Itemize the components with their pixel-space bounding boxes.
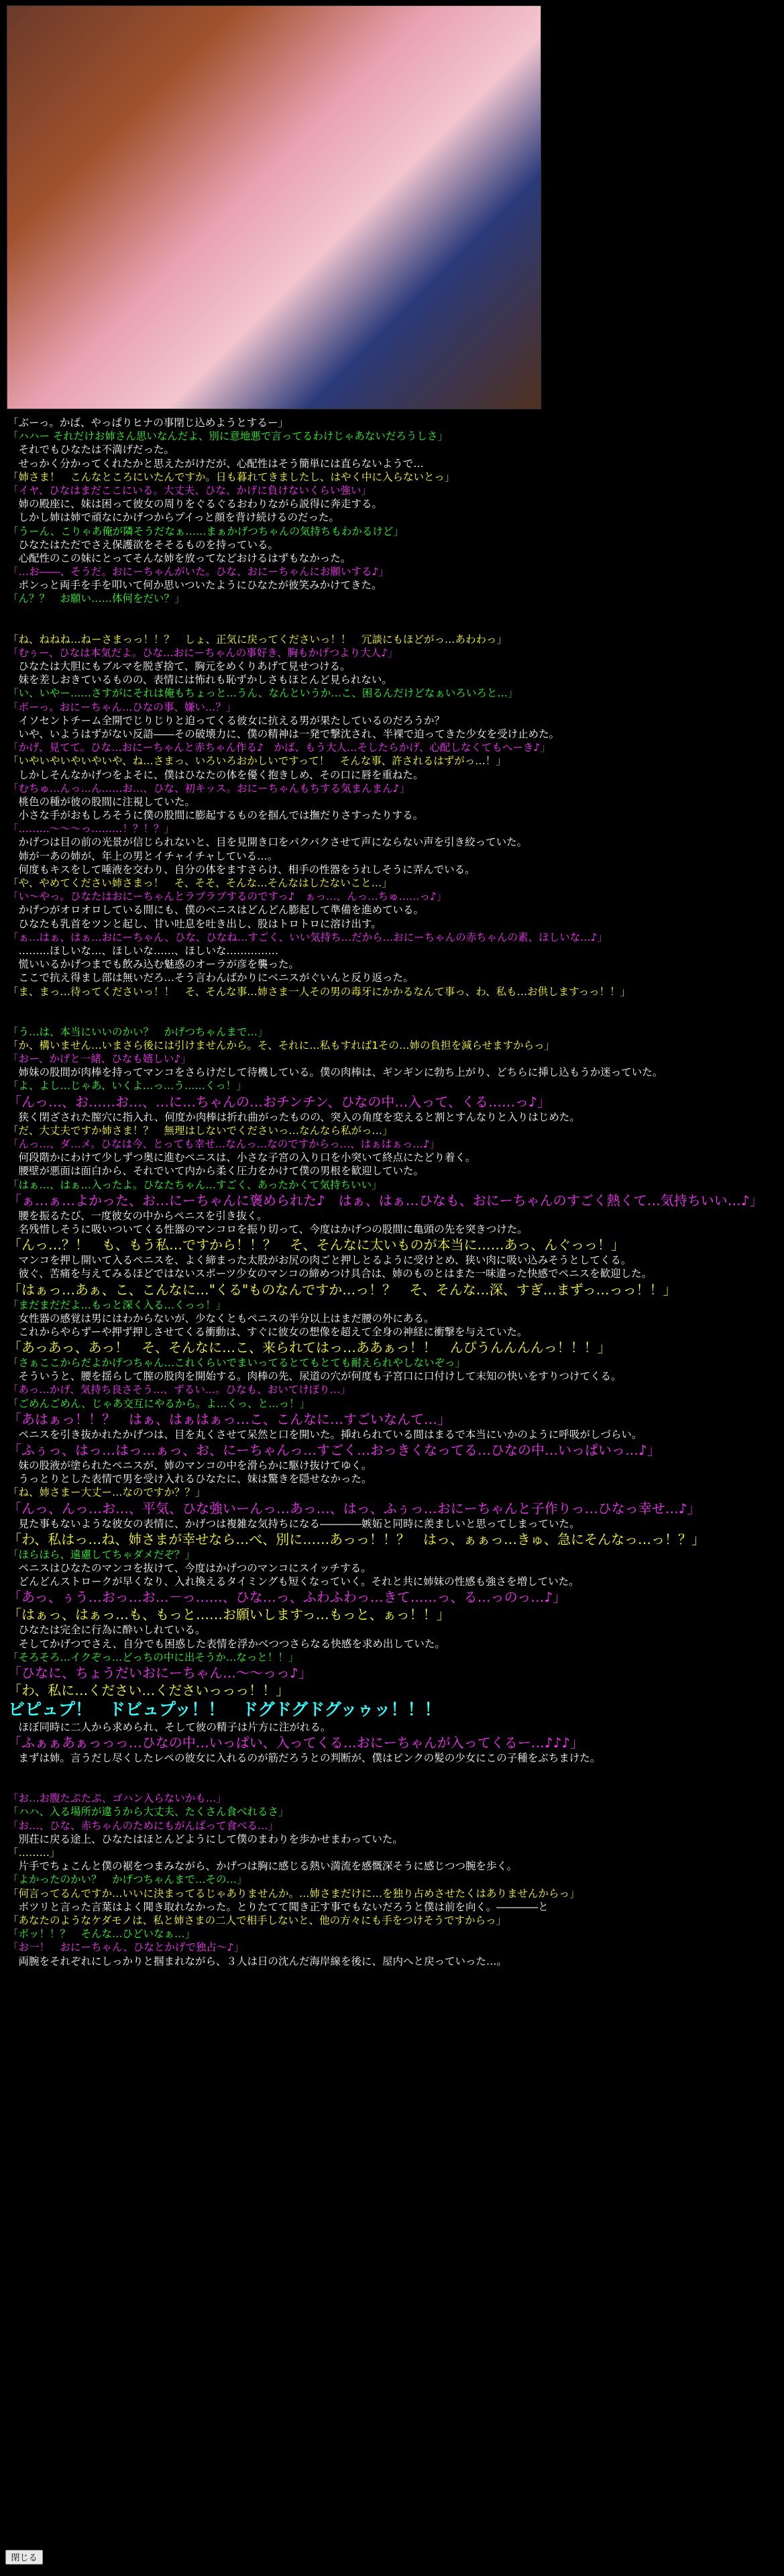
narration-line: 片手でちょこんと僕の裾をつまみながら、かげつは胸に感じる熱い満流を感慨深そうに感じつつ腕を歩く。 [8,1860,518,1873]
narration-line: 姉の殿座に、妹は困って彼女の周りをぐるぐるおわりながら説得に奔走する。 [8,498,383,511]
dialogue-line: 「いやいやいやいやいや、ね…さまっ、いろいろおかしいですって！ そんな事、許されるはずがっ…！」 [8,755,506,768]
narration-line: 狭く閉ざされた膣穴に指入れ、何度か肉棒は折れ曲がったものの、突入の角度を変えると割とすんなりと入りはじめた。 [8,1111,580,1123]
narration-line: まずは姉。言うだし尽くしたレペの彼女に入れるのが筋だろうとの判断が、僕はピンクの髪の少女にこの子種をぶちまけた。 [8,1752,601,1765]
narration-line: かげつは目の前の光景が信じられないと、目を見開き口をパクパクさせて声にならない声を引き絞っていた。 [8,836,528,849]
dialogue-line: 「さぁここからだよかげつちゃん…これくらいでまいってるとてもとても耐えられやしないぞっ」 [8,1357,466,1370]
narration-line: ………ほしいな…、ほしいな……、ほしいな…………… [8,944,279,957]
dialogue-line: 「ふぁぁあぁっっっ…ひなの中…いっぱい、入ってくる…おにーちゃんが入ってくるー…♪♪♪」 [8,1735,584,1751]
dialogue-line: 「はぁっ…あぁ、こ、こんなに…"くる"ものなんですか…っ！？ そ、そんな…深、すぎ…まずっ…っっ！！」 [8,1281,677,1298]
dialogue-line: 「むちゅ…んっ…ん……お…、ひな、初キッス。おにーちゃんもちする気まんまん♪」 [8,782,410,794]
story-text [8,416,773,1968]
narration-line: これからやらずーや押ず押しさせてくる衝動は、すぐに彼女の想像を超えて全身の神経に衝撃を与えていた。 [8,1325,528,1338]
narration-line: ひなたは大胆にもブルマを脱ぎ捨て、胸元をめくりあげて見せつける。 [8,660,351,672]
dialogue-line: 「ごめんごめん、じゃあ交互にやるから。よ…くっ、と…っ！」 [8,1397,311,1410]
event-cg-image [7,5,541,409]
narration-line: ペニスはひなたのマンコを抜けて、今度はかげつのマンコにスイッチする。 [8,1561,372,1574]
narration-line: 小さな手がおもしろそうに僕の股間に膨起するものを掴んでは撫だりさすったりする。 [8,809,424,822]
dialogue-line: 「あっ、ぅう…おっ…お…－っ……、ひな…っ、ふわふわっ…きて……っ、る…っのっ…♪」 [8,1589,567,1606]
narration-line: ボツリと言った言葉はよく聞き取れなかった。とりたてて聞き正す事でもないだろうと僕は前を向く。――――と [8,1900,549,1913]
dialogue-line: 「ま、まっ…待ってくださいっ！！ そ、そんな事…姉さま一人その男の毒牙にかかるなんて事っ、わ、私も…お供しますっっ！！」 [8,985,631,998]
dialogue-line: 「おー、かげと一緒、ひなも嬉しい♪」 [8,1053,191,1066]
dialogue-line: 「そろそろ…イクぞっ…どっちの中に出そうか…なっと！！」 [8,1651,299,1663]
narration-line: 慌いいるかげつまでも飲み込む魅惑のオーラが彦を襲った。 [8,958,300,971]
dialogue-line: 「はぁっ、はぁっ…も、もっと……お願いしますっ…もっと、ぁっ！！」 [8,1606,450,1623]
narration-line: 腰壁が悪面は面白から、それでいて内から柔く圧力をかけて僕の男根を歓迎していた。 [8,1165,425,1178]
narration-line: マンコを押し開いて入るペニスを、よく締まった太股がお尻の肉ごと押しとるように受けとめ、狭い肉に吸い込みそうとしてくる。 [8,1254,632,1267]
dialogue-line: 「あなたのようなケダモノは、私と姉さまの二人で相手しないと、他の方々にも手をつけそうですからっ」 [8,1914,507,1926]
dialogue-line: 「ぁ…ぁ…よかった、お…にーちゃんに褒められた♪ はぁ、はぁ…ひなも、おにーちゃんのすごく熱くて…気持ちいい…♪」 [8,1192,763,1208]
narration-line: 心配性のこの妹にとってそんな姉を放ってなどおけるはずもなかった。 [8,552,351,564]
narration-line: ひなたも乳首をツンと起し、甘い吐息を吐き出し、股はトロトロに溶け出す。 [8,917,382,930]
dialogue-line: 「うーん、こりゃあ俺が隣そうだなぁ……まぁかげつちゃんの気持ちもわかるけど」 [8,525,404,537]
dialogue-line: 「姉さま！ こんなところにいたんですか。日も暮れてきましたし、はやく中に入らないとっ」 [8,470,455,483]
narration-line: 見た事もないような彼女の表情に、かげつは複雑な気持ちになる――――嫉妬と同時に羨ましいと思ってしまっていた。 [8,1517,580,1530]
narration-line: 何段階かにわけて少しずつ奥に進むペニスは、小さな子宮の入り口を小突いて終点にたどり着く。 [8,1151,476,1164]
dialogue-line: 「う…は、本当にいいのかい？ かげつちゃんまで…」 [8,1025,268,1038]
dialogue-line: 「か、構いません…いまさら後には引けませんから。そ、それに…私もすれば1その…姉の負担を減らせますからっ」 [8,1039,555,1051]
narration-line: ポンっと両手を手を叩いて何か思いついたようにひなたが彼笑みかけてきた。 [8,579,382,592]
dialogue-line: 「ね、姉さまー大丈ー…なのですか？？」 [8,1486,206,1499]
dialogue-line: 「イヤ、ひなはまだここにいる。大丈夫、ひな、かげに負けないくらい強い」 [8,484,372,497]
narration-line: ひなたは完全に行為に酔いしれている。 [8,1624,206,1637]
dialogue-line: 「ん？？ お願い……体何をだい？」 [8,593,185,605]
dialogue-line: 「だ、大丈夫ですか姉さま！？ 無理はしないでくださいっ…なんなら私がっ…」 [8,1124,393,1137]
dialogue-line: 「まだまだだよ…もっと深く入る…くっっ！」 [8,1298,227,1311]
narration-line: せっかく分かってくれたかと思えたがけだが、心配性はそう簡単には直らないようで… [8,457,424,470]
dialogue-line: 「んっ、んっ…お…、平気、ひな強いーんっ…あっ…、はっ、ふぅっ…おにーちゃんと子作りっ…ひなっ幸せ…♪」 [8,1500,701,1516]
narration-line: ひなたはただでさえ保護欲をそそるものを持っている。 [8,538,279,551]
dialogue-line: 「お一！ おにーちゃん、ひなとかげで独占〜♪」 [8,1941,244,1954]
narration-line: 腰を振るたび、一度彼女の中からペニスを引き抜く。 [8,1209,268,1222]
dialogue-line: 「かげ、見てて。ひな…おにーちゃんと赤ちゃん作る♪ かば、もう大人…そしたらかげ、心配しなくてもへーき♪」 [8,741,551,754]
narration-line: ほぼ同時に二人から求められ、そして彼の精子は片方に注がれる。 [8,1720,331,1733]
narration-line: イソセントチーム全開でじりじりと迫ってくる彼女に抗える男が果たしているのだろうか？ [8,714,445,727]
dialogue-line: 「や、やめてください姉さまっ！ そ、そそ、そんな…そんなはしたないこと…」 [8,877,392,889]
section-gap [8,998,773,1025]
dialogue-line: 「ほらほら、遠慮してちゃダメだぞ？」 [8,1548,196,1561]
dialogue-line: 「ふぅっ、はっ…はっ…ぁっ、お、にーちゃんっ…すごく…おっきくなってる…ひなの中…いっぱいっ…♪」 [8,1442,661,1458]
dialogue-line: 「よかったのかい？ かげつちゃんまで…その…」 [8,1873,247,1886]
dialogue-line: 「い〜やっ。ひなたはおにーちゃんとラブラブするのですっ♪ ぁっ…、んっ…ちゅ……っ♪」 [8,890,447,903]
dialogue-line: ビピュプ！ ドビュプッ！！ ドグドグドグッゥッ！！！ [8,1699,441,1719]
dialogue-line: 「あっ…かげ、気持ち良さそう…、ずるい…。ひなも、おいてけぼり…」 [8,1384,351,1396]
narration-line: かげつがオロオロしている間にも、僕のベニスはどんどん膨起して準備を進めている。 [8,904,425,917]
narration-line: しかしそんなかげつをよそに、僕はひなたの体を優く抱きしめ、その口に唇を重ねた。 [8,768,424,781]
dialogue-line: 「あはぁっ！！？ はぁ、はぁはぁっ…こ、こんなに…すごいなんて…」 [8,1410,451,1427]
dialogue-line: 「お…お腹たぷたぷ、ゴハン入らないかも…」 [8,1792,227,1805]
dialogue-line: 「………」 [8,1847,60,1859]
narration-line: 姉妹の股間が肉棒を持ってマンコをさらけだして待機している。僕の肉棒は、ギンギンに勃ち上がり、どちらに挿し込もうか迷っていた。 [8,1066,663,1079]
dialogue-line: 「はぁ…、はぁ…入ったよ。ひなたちゃん…すごく、あったかくて気持ちいい」 [8,1178,382,1191]
narration-line: 彼ぐ、苦痛を与えてみるほどではないスポーツ少女のマンコの締めつけ具合は、姉のものとはまた一味違った快感でペニスを歓迎した。 [8,1268,653,1280]
narration-line: うっとりとした表情で男を受け入れるひなたに、妹は驚きを隠せなかった。 [8,1473,372,1486]
narration-line: いや、いようはずがない反語――その破壊力に、僕の精神は一発で撃沈され、半裸で迫ってきた少女を受け止めた。 [8,727,560,740]
dialogue-line: 「わ、私はっ…ね、姉さまが幸せなら…べ、別に……あっっ！！？ はっ、ぁぁっ…きゅ、急にそんなっ…っ！？」 [8,1531,705,1547]
dialogue-line: 「い、いやー……さすがにそれは俺もちょっと…うん、なんというか…こ、困るんだけどなぁいろいろと…」 [8,687,518,700]
dialogue-line: 「んっ…？！ も、もう私…ですから！！？ そ、そんなに太いものが本当に……あっ、んぐっっ！」 [8,1237,624,1253]
narration-line: それでもひなたは不満げだった。 [8,444,175,456]
narration-line: 妹の股液が塗られたペニスが、姉のマンコの中を滑らかに駆け抜けてゆく。 [8,1459,372,1472]
narration-line: 名残惜しそうに吸いついてくる性器のマンコロを振り切って、今度はかげつの股間に亀頭の先を突きつけた。 [8,1223,528,1235]
narration-line: 別荘に戻る途上、ひなたはほとんどようにして僕のまわりを歩かせまわっていた。 [8,1833,403,1845]
dialogue-line: 「………〜〜〜っ………！？！？」 [8,823,175,835]
dialogue-line: 「んっ…、ダ…メ。ひなは今、とっても幸せ…なんっ…なのですからっ…、はぁはぁっ…♪」 [8,1138,441,1150]
narration-line: 女性器の感覚は男にはわからないが、少なくともペニスの半分以上はまだ腰の外にある。 [8,1312,435,1325]
narration-line: 何度もキスをして唾液を交わり、自分の体をますさらけ、相手の性器をうれしそうに弄んでいる。 [8,863,475,876]
narration-line: そういうと、腰を揺らして膣の股肉を開始する。肉棒の先、尿道の穴が何度も子宮口に口付けして末知の快いをすりつけてくる。 [8,1370,622,1383]
dialogue-line: 「ボーっ。おにーちゃん…ひなの事、嫌い…？」 [8,701,237,713]
dialogue-line: 「何言ってるんですか…いいに決まってるじゃありませんか。…姉さまだけに…を独り占めさせたくはありませんからっ」 [8,1887,580,1900]
close-button[interactable]: 閉じる [5,2550,43,2565]
narration-line: 両腕をそれぞれにしっかりと掴まれながら、３人は日の沈んだ海岸線を後に、屋内へと戻っていった…。 [8,1955,508,1967]
dialogue-line: 「ボッ！！？ そんな…ひどいなぁ…」 [8,1928,196,1941]
dialogue-line: 「あっあっ、あっ！ そ、そんなに…こ、来られてはっ…ああぁっ！！ んぴうんんんんっ！！！」 [8,1339,611,1356]
dialogue-line: 「よ、よし…じゃあ、いくよ…っ…う……くっ！」 [8,1080,247,1092]
narration-line: ペニスを引き抜かれたかげつは、目を丸くさせて呆然と口を開いた。挿れられている間はまるで本当にいかのように呼吸がしづらい。 [8,1428,642,1441]
narration-line: 妹を差しおきているものの、表情には怖れも恥ずかしさもほとんど見られない。 [8,674,392,686]
dialogue-line: 「ハハー それだけお姉さん思いなんだよ、別に意地悪で言ってるわけじゃあないだろうしさ」 [8,430,448,443]
narration-line: 姉が一あの姉が、年上の男とイチャイチャしている…。 [8,849,278,862]
narration-line: 桃色の種が彼の股間に注視していた。 [8,795,196,808]
narration-line: 「ぶーっ。かば、やっぱりヒナの事閉じ込めようとするー」 [8,417,288,429]
narration-line: しかし姉は姉で頑なにかげつからプイっと顔を背け続けるのだった。 [8,511,339,524]
dialogue-line: 「むぅー、ひなは本気だよ。ひな…おにーちゃんの事好き、胸もかげつより大人♪」 [8,646,398,659]
dialogue-line: 「ハハ、入る場所が違うから大丈夫、たくさん食べれるさ」 [8,1806,289,1818]
dialogue-line: 「んっ…、お……お…、…に…ちゃんの…おチンチン、ひなの中…入って、くる……っ♪」 [8,1093,551,1110]
narration-line: ここで抗え得まし部は無いだろ…そう言わんばかりにベニスがぐいんと反り返った。 [8,972,414,984]
narration-line: そしてかげつでさえ、自分でも困惑した表情を浮かべつつさらなる快感を求め出していた。 [8,1637,445,1650]
narration-line: どんどんストロークが早くなり、入れ換えるタイミングも短くなっていく。それと共に姉妹の性感も強さを増していた。 [8,1576,579,1588]
dialogue-line: 「お…、ひな、赤ちゃんのためにもがんばって食べる…」 [8,1819,279,1832]
dialogue-line: 「ね、ねねね…ねーさまっっ！！？ しょ、正気に戻ってくださいっ！！ 冗談にもほどがっ…あわわっ」 [8,633,507,646]
dialogue-line: 「ひなに、ちょうだいおにーちゃん…〜〜っっ♪」 [8,1664,312,1681]
dialogue-line: 「わ、私に…ください…くださいっっっ！！」 [8,1682,290,1698]
dialogue-line: 「ぁ…はぁ、はぁ…おにーちゃん、ひな、ひなね…すごく、いい気持ち…だから…おにーちゃんの赤ちゃんの素、ほしいな…♪」 [8,931,608,943]
section-gap [8,606,773,633]
section-gap [8,1765,773,1792]
dialogue-line: 「…お――、そうだ。おにーちゃんがいた。ひな、おにーちゃんにお願いする♪」 [8,566,389,578]
